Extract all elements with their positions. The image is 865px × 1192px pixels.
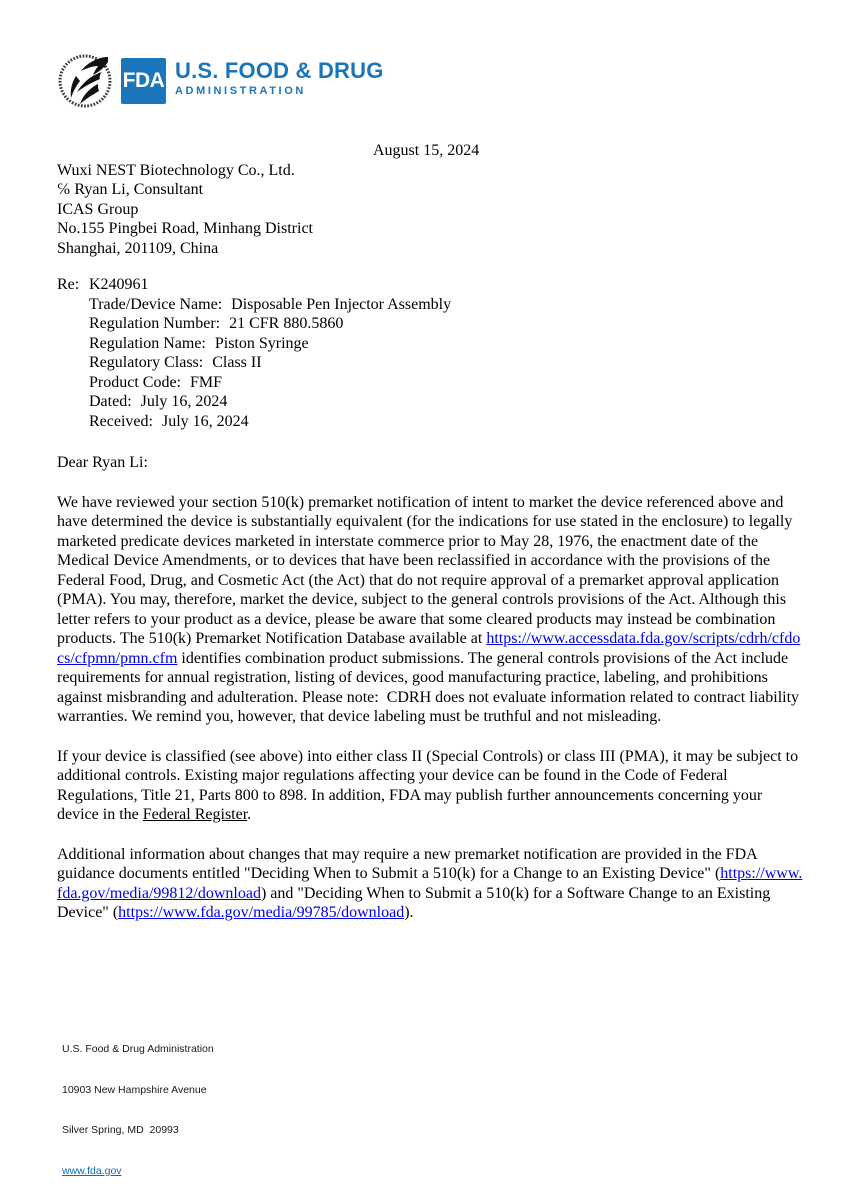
- fda-org-name: [175, 57, 384, 102]
- fda-gov-link[interactable]: www.fda.gov: [62, 1164, 122, 1177]
- federal-register-text: Federal Register: [142, 806, 248, 823]
- recipient-company: Wuxi NEST Biotechnology Co., Ltd.: [57, 161, 295, 179]
- footer-street: 10903 New Hampshire Avenue: [62, 1083, 207, 1096]
- paragraph-additional-controls: [57, 747, 807, 825]
- re-field-regulatory-class: Regulatory Class: Class II: [89, 354, 262, 371]
- footer-city: Silver Spring, MD 20993: [62, 1124, 179, 1136]
- re-field-device-name: Trade/Device Name: Disposable Pen Injector Assembly: [89, 295, 452, 313]
- re-k-number-line: [57, 275, 807, 295]
- p2-text: If your device is classified (see above) into either class II (Special Controls) or class III (PMA), it may be subject to additional controls. Existing major regulations affecting your device can be found in the Code of Federal Regulations, Title 21, Parts 800 to 898. In addition, FDA may publish further announcements concerning your device in the: [57, 747, 803, 823]
- footer-org: U.S. Food & Drug Administration: [62, 1043, 214, 1055]
- p3-text-2: ) and "Deciding When to Submit a 510(k) for a Software Change to an Existing Device" (: [57, 884, 775, 921]
- org-name-line1: U.S. FOOD & DRUG: [175, 57, 384, 83]
- letter-date: August 15, 2024: [373, 142, 480, 159]
- fda-logo-monogram: FDA: [121, 58, 166, 104]
- guidance-99812-link[interactable]: https://www.fda.gov/media/99812/download: [57, 865, 803, 902]
- p1-text-before: We have reviewed your section 510(k) premarket notification of intent to market the device referenced above and have determined the device is substantially equivalent (for the indications for use stated in the enclosure) to legally marketed predicate devices marketed in interstate commerce prior to May 28, 1976, the enactment date of the Medical Device Amendments, or to devices that have been reclassified in accordance with the provisions of the Federal Food, Drug, and Cosmetic Act (the Act) that do not require approval of a premarket approval application (PMA). You may, therefore, market the device, subject to the general controls provisions of the Act. Although this letter refers to your product as a device, please be aware that some cleared products may instead be combination products. The 510(k) Premarket Notification Database available at: [57, 493, 797, 647]
- re-block: [57, 275, 807, 431]
- re-field-product-code: Product Code: FMF: [89, 373, 223, 391]
- recipient-street: No.155 Pingbei Road, Minhang District: [57, 220, 313, 237]
- hhs-seal-icon: [57, 52, 117, 110]
- re-field-dated: Dated: July 16, 2024: [89, 393, 228, 410]
- org-name-line2: ADMINISTRATION: [175, 85, 306, 97]
- paragraph-substantial-equivalence: [57, 493, 807, 727]
- re-field-regulation-number: Regulation Number: 21 CFR 880.5860: [89, 315, 344, 332]
- recipient-city: Shanghai, 201109, China: [57, 239, 219, 257]
- p3-text-3: ).: [404, 904, 414, 921]
- re-label: Re:: [57, 276, 80, 293]
- p3-text-1: Additional information about changes that may require a new premarket notification are provided in the FDA guidance documents entitled "Deciding When to Submit a 510(k) for a Change to an Existing Device" (: [57, 845, 761, 882]
- recipient-care-of: ℅ Ryan Li, Consultant: [57, 181, 204, 198]
- paragraph-guidance-documents: [57, 845, 807, 923]
- fda-letterhead: [57, 52, 807, 110]
- guidance-99785-link[interactable]: https://www.fda.gov/media/99785/download: [118, 904, 405, 921]
- recipient-address: [57, 161, 807, 259]
- salutation: Dear Ryan Li:: [57, 454, 148, 471]
- re-field-received: Received: July 16, 2024: [89, 412, 249, 430]
- re-field-regulation-name: Regulation Name: Piston Syringe: [89, 334, 309, 352]
- p1-text-after: identifies combination product submissions. The general controls provisions of the Act include requirements for annual registration, listing of devices, good manufacturing practice, labeling, and prohibitions against misbranding and adulteration. Please note: CDRH does not evaluate information related to contract liability warranties. We remind you, however, that device labeling must be truthful and not misleading.: [57, 649, 804, 725]
- p2-text-after: .: [247, 806, 252, 823]
- recipient-group: ICAS Group: [57, 200, 139, 218]
- k-number: K240961: [89, 276, 149, 293]
- pmn-database-link[interactable]: https://www.accessdata.fda.gov/scripts/cdrh/cfdocs/cfpmn/pmn.cfm: [57, 630, 801, 667]
- page-footer: [62, 1016, 214, 1192]
